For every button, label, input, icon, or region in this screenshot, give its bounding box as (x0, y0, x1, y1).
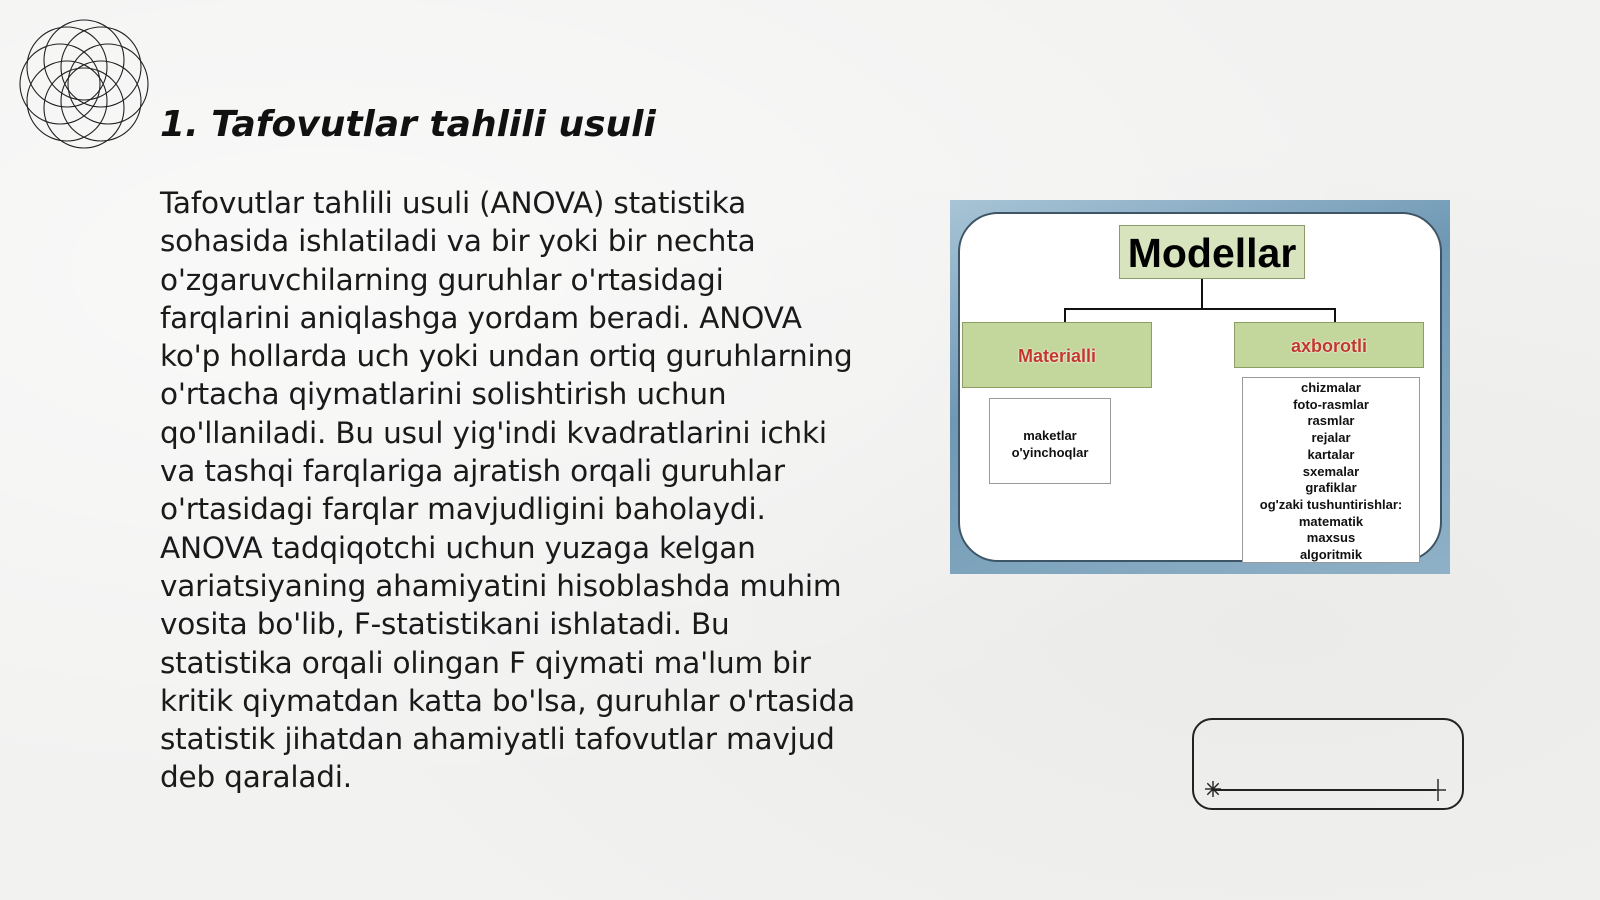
list-item: o'yinchoqlar (1011, 445, 1089, 460)
list-item: matematik (1298, 513, 1364, 529)
list-item: maketlar (1023, 428, 1077, 443)
category-axborotli: axborotli (1234, 322, 1424, 368)
list-item: maxsus (1306, 530, 1356, 546)
list-item: grafiklar (1305, 480, 1357, 496)
list-item: algoritmik (1299, 547, 1363, 563)
left-items-list (989, 398, 1111, 484)
right-items-list (1242, 377, 1420, 563)
diagram-panel (958, 212, 1442, 562)
list-item: rejalar (1311, 430, 1351, 446)
list-item: sxemalar (1302, 463, 1360, 479)
diagram-root-box: Modellar (1119, 225, 1305, 279)
sparkle-cross-icon (1428, 779, 1448, 801)
decorative-rounded-box (1192, 718, 1464, 810)
category-materialli: Materialli (962, 322, 1152, 388)
slide-title: 1. Tafovutlar tahlili usuli (160, 104, 656, 145)
decorative-line (1212, 789, 1436, 791)
models-diagram (950, 200, 1450, 574)
body-paragraph: Tafovutlar tahlili usuli (ANOVA) statistika sohasida ishlatiladi va bir yoki bir nechta o'zgaruvchilarning guruhlar o'rtasidagi farqlarini aniqlashga yordam beradi. ANOVA ko'p hollarda uch yoki undan ortiq guruhlarning o'rtacha qiymatlarini solishtirish uchun qo'llaniladi. Bu usul yig'indi kvadratlarini ichki va tashqi farqlariga ajratish orqali guruhlar o'rtasidagi farqlar mavjudligini baholaydi. ANOVA tadqiqotchi uchun yuzaga kelgan variatsiyaning ahamiyatini hisoblashda muhim vosita bo'lib, F-statistikani ishlatadi. Bu statistika orqali olingan F qiymati ma'lum bir kritik qiymatdan katta bo'lsa, guruhlar o'rtasida statistik jihatdan ahamiyatli tafovutlar mavjud deb qaraladi. (160, 186, 856, 795)
connector-line (1334, 308, 1336, 322)
list-item: foto-rasmlar (1293, 396, 1369, 412)
spirograph-circles-icon (10, 10, 158, 158)
connector-line (1201, 279, 1203, 309)
connector-line (1064, 308, 1336, 310)
list-item: og'zaki tushuntirishlar: (1259, 496, 1403, 512)
connector-line (1064, 308, 1066, 322)
list-item: chizmalar (1301, 380, 1361, 395)
list-item: rasmlar (1307, 413, 1355, 429)
list-item: kartalar (1307, 446, 1355, 462)
